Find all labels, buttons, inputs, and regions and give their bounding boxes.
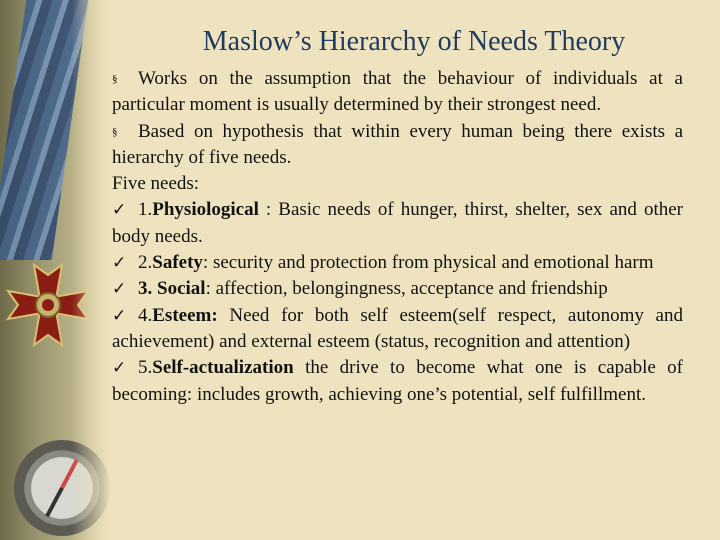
checkmark-bullet-icon: ✓ <box>112 305 127 326</box>
five-needs-label: Five needs: <box>112 173 200 195</box>
checkmark-bullet-icon: ✓ <box>112 200 127 221</box>
bullet-point-2: § Based on hypothesis that within every human being there exists a hierarchy of five needs. <box>112 120 683 168</box>
need-item-esteem: ✓ 4.Esteem: Need for both self esteem(self respect, autonomy and achievement) and external esteem (status, recognition and attention) <box>112 304 683 352</box>
need-description: security and protection from physical and emotional harm <box>212 252 654 274</box>
square-bullet-icon: § <box>112 125 118 138</box>
decorative-photo-strip <box>0 0 112 540</box>
need-description: Need for both self esteem(self respect, autonomy and achievement) and external esteem (status, recognition and attention) <box>112 304 683 352</box>
need-item-safety: ✓ 2.Safety: security and protection from physical and emotional harm <box>112 252 654 274</box>
need-description: affection, belongingness, acceptance and friendship <box>215 278 608 300</box>
need-name: Safety <box>152 252 203 274</box>
need-description: Basic needs of hunger, thirst, shelter, sex and other body needs. <box>112 199 683 247</box>
need-item-social: ✓ 3. Social: affection, belongingness, acceptance and friendship <box>112 278 608 300</box>
need-name: Social <box>157 278 206 300</box>
need-name: Physiological <box>152 199 259 221</box>
need-name: Esteem: <box>152 304 218 326</box>
checkmark-bullet-icon: ✓ <box>112 253 127 274</box>
need-description: the drive to become what one is capable of becoming: includes growth, achieving one’s potential, self fulfillment. <box>112 357 683 405</box>
slide-content <box>112 66 683 408</box>
checkmark-bullet-icon: ✓ <box>112 279 127 300</box>
bullet-point-1: § Works on the assumption that the behaviour of individuals at a particular moment is usually determined by their strongest need. <box>112 68 683 116</box>
checkmark-bullet-icon: ✓ <box>112 358 127 379</box>
square-bullet-icon: § <box>112 73 118 85</box>
need-item-self-actualization: ✓ 5.Self-actualization the drive to become what one is capable of becoming: includes growth, achieving one’s potential, self fulfillment. <box>112 357 683 405</box>
slide-title: Maslow’s Hierarchy of Needs Theory <box>202 26 626 57</box>
need-item-physiological: ✓ 1.Physiological : Basic needs of hunger, thirst, shelter, sex and other body needs. <box>112 199 683 247</box>
need-name: Self-actualization <box>152 357 294 379</box>
